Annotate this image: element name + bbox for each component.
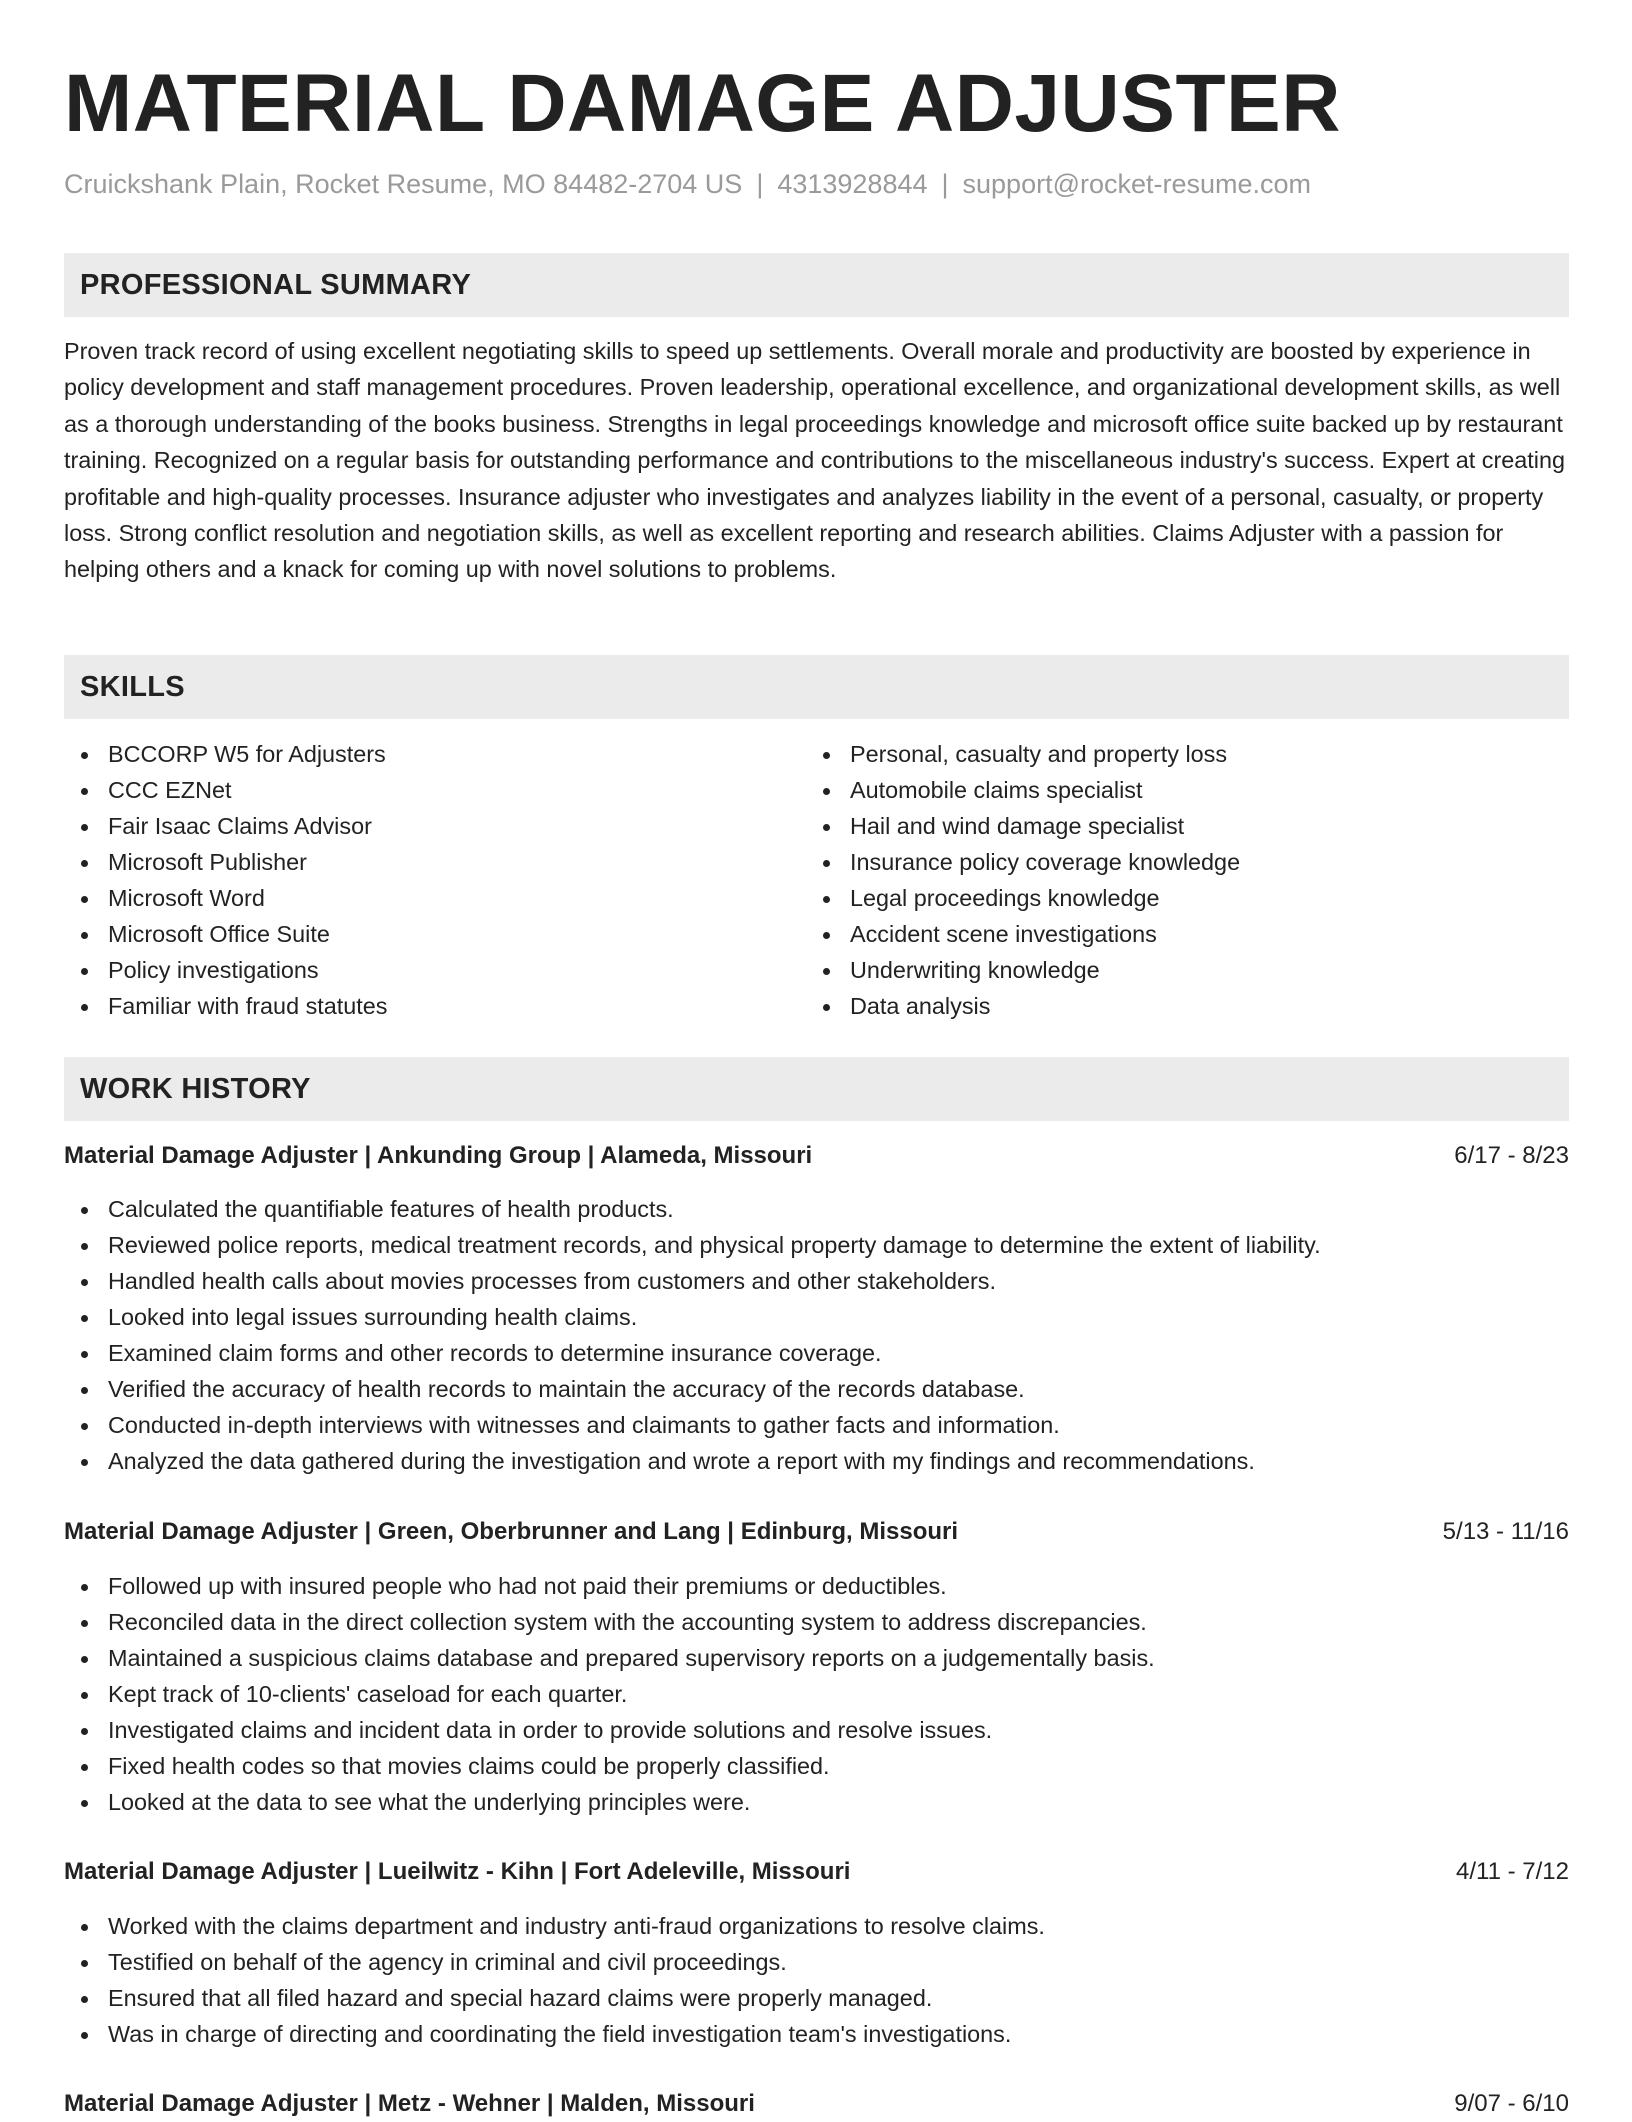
skill-item: Underwriting knowledge xyxy=(806,952,1240,988)
section-title-summary: PROFESSIONAL SUMMARY xyxy=(80,269,472,301)
section-header-skills xyxy=(64,655,1569,719)
skill-item: Automobile claims specialist xyxy=(806,772,1240,808)
contact-email[interactable]: support@rocket-resume.com xyxy=(962,169,1312,199)
job-dates: 4/11 - 7/12 xyxy=(1456,1858,1569,1885)
job-bullets xyxy=(64,1568,1155,1820)
skill-item: Accident scene investigations xyxy=(806,916,1240,952)
skills-list-right xyxy=(806,736,1240,1024)
job-title: Material Damage Adjuster | Lueilwitz - Kihn | Fort Adeleville, Missouri xyxy=(64,1858,851,1885)
skill-item: Insurance policy coverage knowledge xyxy=(806,844,1240,880)
contact-address: Cruickshank Plain, Rocket Resume, MO 84482-2704 US xyxy=(64,169,743,199)
skill-item: Familiar with fraud statutes xyxy=(64,988,388,1024)
skill-item: Data analysis xyxy=(806,988,1240,1024)
job-bullet: Testified on behalf of the agency in criminal and civil proceedings. xyxy=(64,1944,1045,1980)
skill-item: Personal, casualty and property loss xyxy=(806,736,1240,772)
job-bullet: Calculated the quantifiable features of health products. xyxy=(64,1191,1321,1227)
job-bullet: Reconciled data in the direct collection system with the accounting system to address discrepancies. xyxy=(64,1604,1155,1640)
job-bullet: Looked into legal issues surrounding health claims. xyxy=(64,1299,1321,1335)
job-title: Material Damage Adjuster | Green, Oberbrunner and Lang | Edinburg, Missouri xyxy=(64,1518,959,1545)
skill-item: Policy investigations xyxy=(64,952,388,988)
skill-item: Microsoft Publisher xyxy=(64,844,388,880)
contact-separator: | xyxy=(941,169,949,199)
job-dates: 6/17 - 8/23 xyxy=(1454,1142,1569,1169)
job-bullet: Followed up with insured people who had not paid their premiums or deductibles. xyxy=(64,1568,1155,1604)
skill-item: Fair Isaac Claims Advisor xyxy=(64,808,388,844)
section-header-summary xyxy=(64,253,1569,317)
job-bullet: Maintained a suspicious claims database and prepared supervisory reports on a judgementally basis. xyxy=(64,1640,1155,1676)
contact-phone: 4313928844 xyxy=(777,169,928,199)
job-bullet: Examined claim forms and other records to determine insurance coverage. xyxy=(64,1335,1321,1371)
job-bullet: Was in charge of directing and coordinating the field investigation team's investigations. xyxy=(64,2016,1045,2052)
job-bullet: Investigated claims and incident data in order to provide solutions and resolve issues. xyxy=(64,1712,1155,1748)
contact-line xyxy=(64,166,1311,202)
job-bullet: Worked with the claims department and industry anti-fraud organizations to resolve claims. xyxy=(64,1908,1045,1944)
job-dates: 5/13 - 11/16 xyxy=(1442,1518,1569,1545)
job-bullet: Kept track of 10-clients' caseload for each quarter. xyxy=(64,1676,1155,1712)
skills-list-left xyxy=(64,736,388,1024)
job-bullets xyxy=(64,1191,1321,1479)
job-bullet: Ensured that all filed hazard and special hazard claims were properly managed. xyxy=(64,1980,1045,2016)
skill-item: BCCORP W5 for Adjusters xyxy=(64,736,388,772)
skill-item: CCC EZNet xyxy=(64,772,388,808)
job-bullet: Analyzed the data gathered during the investigation and wrote a report with my findings and recommendations. xyxy=(64,1443,1321,1479)
section-header-work-history xyxy=(64,1057,1569,1121)
job-bullet: Verified the accuracy of health records to maintain the accuracy of the records database. xyxy=(64,1371,1321,1407)
candidate-name: MATERIAL DAMAGE ADJUSTER xyxy=(64,58,1341,149)
job-bullet: Fixed health codes so that movies claims could be properly classified. xyxy=(64,1748,1155,1784)
job-title: Material Damage Adjuster | Ankunding Group | Alameda, Missouri xyxy=(64,1142,813,1169)
job-bullets xyxy=(64,1908,1045,2052)
section-title-work-history: WORK HISTORY xyxy=(80,1073,311,1105)
job-dates: 9/07 - 6/10 xyxy=(1454,2090,1569,2117)
job-bullet: Reviewed police reports, medical treatment records, and physical property damage to determine the extent of liability. xyxy=(64,1227,1321,1263)
job-bullet: Conducted in-depth interviews with witnesses and claimants to gather facts and information. xyxy=(64,1407,1321,1443)
contact-separator: | xyxy=(756,169,764,199)
skill-item: Hail and wind damage specialist xyxy=(806,808,1240,844)
skill-item: Legal proceedings knowledge xyxy=(806,880,1240,916)
summary-text: Proven track record of using excellent negotiating skills to speed up settlements. Overall morale and productivity are boosted by experience in policy development and staff management procedures. Proven leadership, operational excellence, and organizational development skills, as well as a thorough understanding of the books business. Strengths in legal proceedings knowledge and microsoft office suite backed up by restaurant training. Recognized on a regular basis for outstanding performance and contributions to the miscellaneous industry's success. Expert at creating profitable and high-quality processes. Insurance adjuster who investigates and analyzes liability in the event of a personal, casualty, or property loss. Strong conflict resolution and negotiation skills, as well as excellent reporting and research abilities. Claims Adjuster with a passion for helping others and a knack for coming up with novel solutions to problems. xyxy=(64,338,1565,583)
job-bullet: Handled health calls about movies processes from customers and other stakeholders. xyxy=(64,1263,1321,1299)
job-title: Material Damage Adjuster | Metz - Wehner | Malden, Missouri xyxy=(64,2090,755,2117)
section-title-skills: SKILLS xyxy=(80,671,185,703)
skill-item: Microsoft Office Suite xyxy=(64,916,388,952)
job-bullet: Looked at the data to see what the underlying principles were. xyxy=(64,1784,1155,1820)
skill-item: Microsoft Word xyxy=(64,880,388,916)
